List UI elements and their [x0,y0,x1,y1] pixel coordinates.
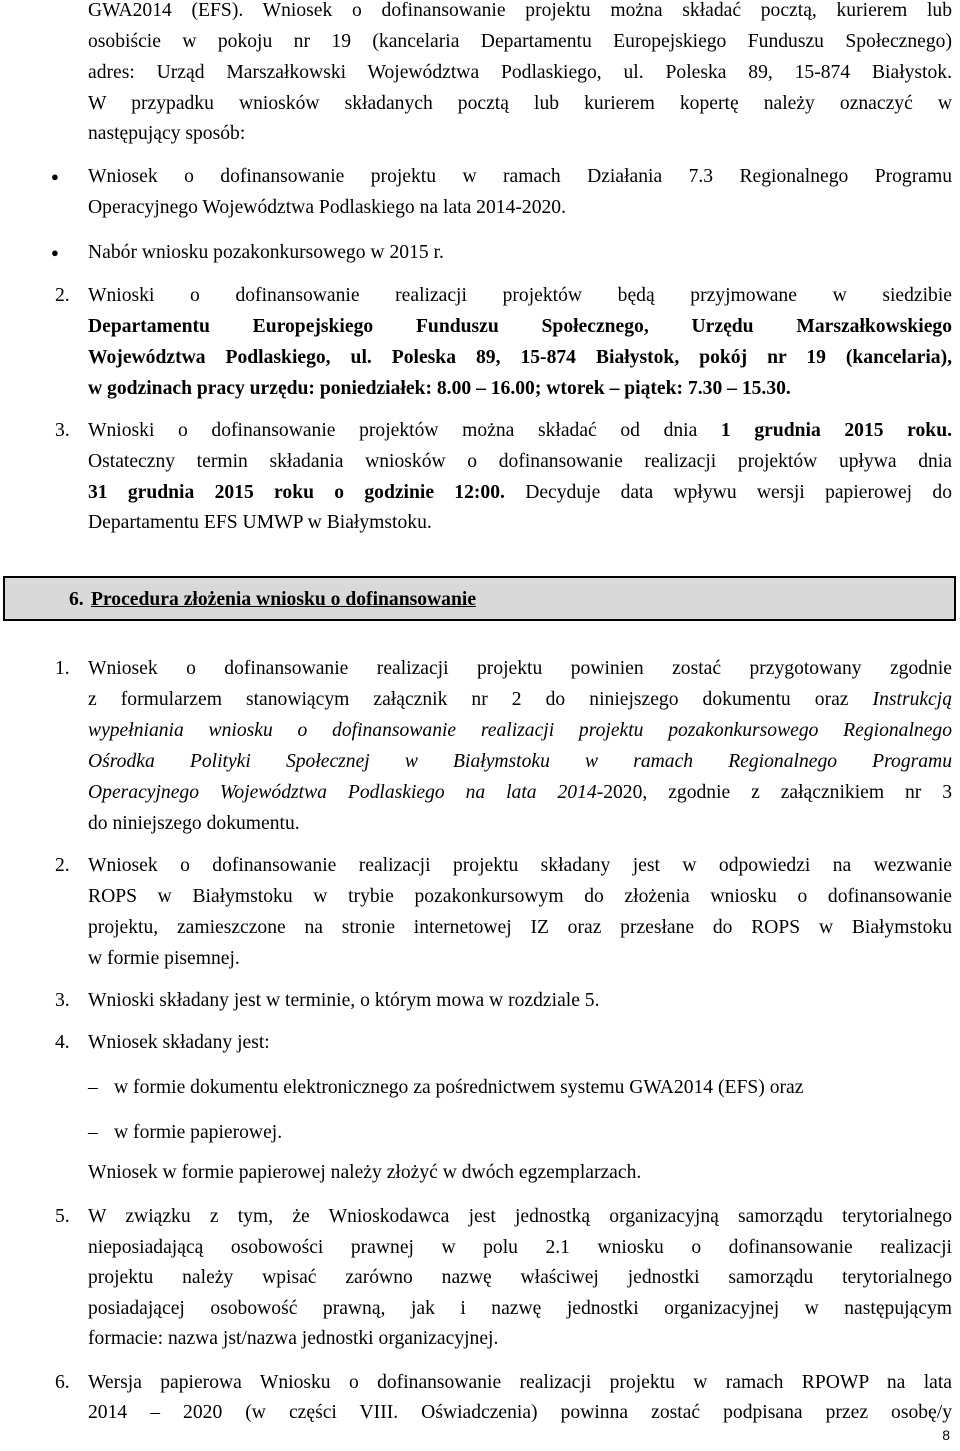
section-item-6-line-1: Wersja papierowa Wniosku o dofinansowanie realizacji projektu w ramach RPOWP na lata [88,1372,952,1393]
section-item-6-line-2: 2014 – 2020 (w części VIII. Oświadczenia) powinna zostać podpisana przez osobę/y [88,1402,952,1423]
bullet-1-line-1: Wniosek o dofinansowanie projektu w ramach Działania 7.3 Regionalnego Programu [88,166,952,187]
section-item-4-number: 4. [55,1032,70,1053]
bullet-1-line-2: Operacyjnego Województwa Podlaskiego na lata 2014-2020. [88,197,566,218]
item-3-start-date: 1 grudnia 2015 roku. [720,420,953,441]
intro-line-2: osobiście w pokoju nr 19 (kancelaria Departamentu Europejskiego Funduszu Społecznego) [88,31,952,52]
section-item-1-line-2-italic: Instrukcją [872,689,952,710]
section-item-1-line-6: do niniejszego dokumentu. [88,813,300,834]
section-item-5-line-1: W związku z tym, że Wnioskodawca jest jednostką organizacyjną samorządu terytorialnego [88,1206,952,1227]
section-item-1-line-5 [88,778,952,809]
section-item-2-line-1: Wniosek o dofinansowanie realizacji projektu składany jest w odpowiedzi na wezwanie [88,855,952,876]
section-item-3-line-1: Wnioski składany jest w terminie, o którym mowa w rozdziale 5. [88,990,600,1011]
section-number: 6. [69,589,84,610]
page-number: 8 [942,1427,950,1443]
section-item-2-line-3: projektu, zamieszczone na stronie internetowej IZ oraz przesłane do ROPS w Białymstoku [88,917,952,938]
bullet-2-line-1: Nabór wniosku pozakonkursowego w 2015 r. [88,242,444,263]
item-2-number: 2. [55,285,70,306]
section-item-5-number: 5. [55,1206,70,1227]
item-3-line-3-text: Decyduje data wpływu wersji papierowej do [504,482,952,503]
section-item-2-number: 2. [55,855,70,876]
section-item-1-line-4: Ośrodka Polityki Społecznej w Białymstoku w ramach Regionalnego Programu [88,751,952,772]
section-item-4-note: Wniosek w formie papierowej należy złożyć w dwóch egzemplarzach. [88,1162,642,1183]
item-2-line-2: Departamentu Europejskiego Funduszu Społecznego, Urzędu Marszałkowskiego [88,316,952,337]
bullet-icon: ● [51,245,59,260]
item-3-deadline: 31 grudnia 2015 roku o godzinie 12:00. [88,482,505,503]
dash-icon: – [88,1122,98,1143]
section-item-4-dash-1: w formie dokumentu elektronicznego za pośrednictwem systemu GWA2014 (EFS) oraz [114,1077,804,1098]
section-heading [3,576,956,621]
section-item-2-line-4: w formie pisemnej. [88,948,240,969]
intro-line-3: adres: Urząd Marszałkowski Województwa Podlaskiego, ul. Poleska 89, 15-874 Białystok. [88,62,952,83]
item-2-line-4: w godzinach pracy urzędu: poniedziałek: 8.00 – 16.00; wtorek – piątek: 7.30 – 15.30. [88,378,791,399]
item-2-line-3: Województwa Podlaskiego, ul. Poleska 89, 15-874 Białystok, pokój nr 19 (kancelaria), [88,347,952,368]
intro-line-1: GWA2014 (EFS). Wniosek o dofinansowanie projektu można składać pocztą, kurierem lub [88,0,952,21]
item-3-line-1-text: Wnioski o dofinansowanie projektów można składać od dnia [88,420,721,441]
section-item-1-line-2 [88,685,952,716]
section-item-5-line-5: formacie: nazwa jst/nazwa jednostki organizacyjnej. [88,1328,499,1349]
section-item-3-number: 3. [55,990,70,1011]
section-item-1-line-2-text: z formularzem stanowiącym załącznik nr 2 do niniejszego dokumentu oraz [88,689,873,710]
section-item-1-number: 1. [55,658,70,679]
item-3-line-3 [88,478,952,509]
section-item-4-line-1: Wniosek składany jest: [88,1032,270,1053]
section-item-5-line-3: projektu należy wpisać zarówno nazwę właściwej jednostki samorządu terytorialnego [88,1267,952,1288]
section-item-5-line-4: posiadającej osobowość prawną, jak i nazwę jednostki organizacyjnej w następującym [88,1298,952,1319]
section-item-5-line-2: nieposiadającą osobowości prawnej w polu 2.1 wniosku o dofinansowanie realizacji [88,1237,952,1258]
intro-line-4: W przypadku wniosków składanych pocztą lub kurierem kopertę należy oznaczyć w [88,93,952,114]
section-item-1-line-5-italic: Operacyjnego Województwa Podlaskiego na lata 2014 [88,782,597,803]
item-2-line-1: Wnioski o dofinansowanie realizacji projektów będą przyjmowane w siedzibie [88,285,952,306]
section-item-4-dash-2: w formie papierowej. [114,1122,283,1143]
intro-line-5: następujący sposób: [88,123,246,144]
section-item-2-line-2: ROPS w Białymstoku w trybie pozakonkursowym do złożenia wniosku o dofinansowanie [88,886,952,907]
section-item-1-line-5-text: -2020, zgodnie z załącznikiem nr 3 [596,782,952,803]
section-title: Procedura złożenia wniosku o dofinansowanie [91,589,477,610]
bullet-icon: ● [51,169,59,184]
section-item-1-line-1: Wniosek o dofinansowanie realizacji projektu powinien zostać przygotowany zgodnie [88,658,952,679]
item-3-line-1 [88,416,952,447]
item-3-line-4: Departamentu EFS UMWP w Białymstoku. [88,512,432,533]
section-item-1-line-3: wypełniania wniosku o dofinansowanie realizacji projektu pozakonkursowego Regionalnego [88,720,952,741]
item-3-number: 3. [55,420,70,441]
item-3-line-2: Ostateczny termin składania wniosków o dofinansowanie realizacji projektów upływa dnia [88,451,952,472]
dash-icon: – [88,1077,98,1098]
section-item-6-number: 6. [55,1372,70,1393]
